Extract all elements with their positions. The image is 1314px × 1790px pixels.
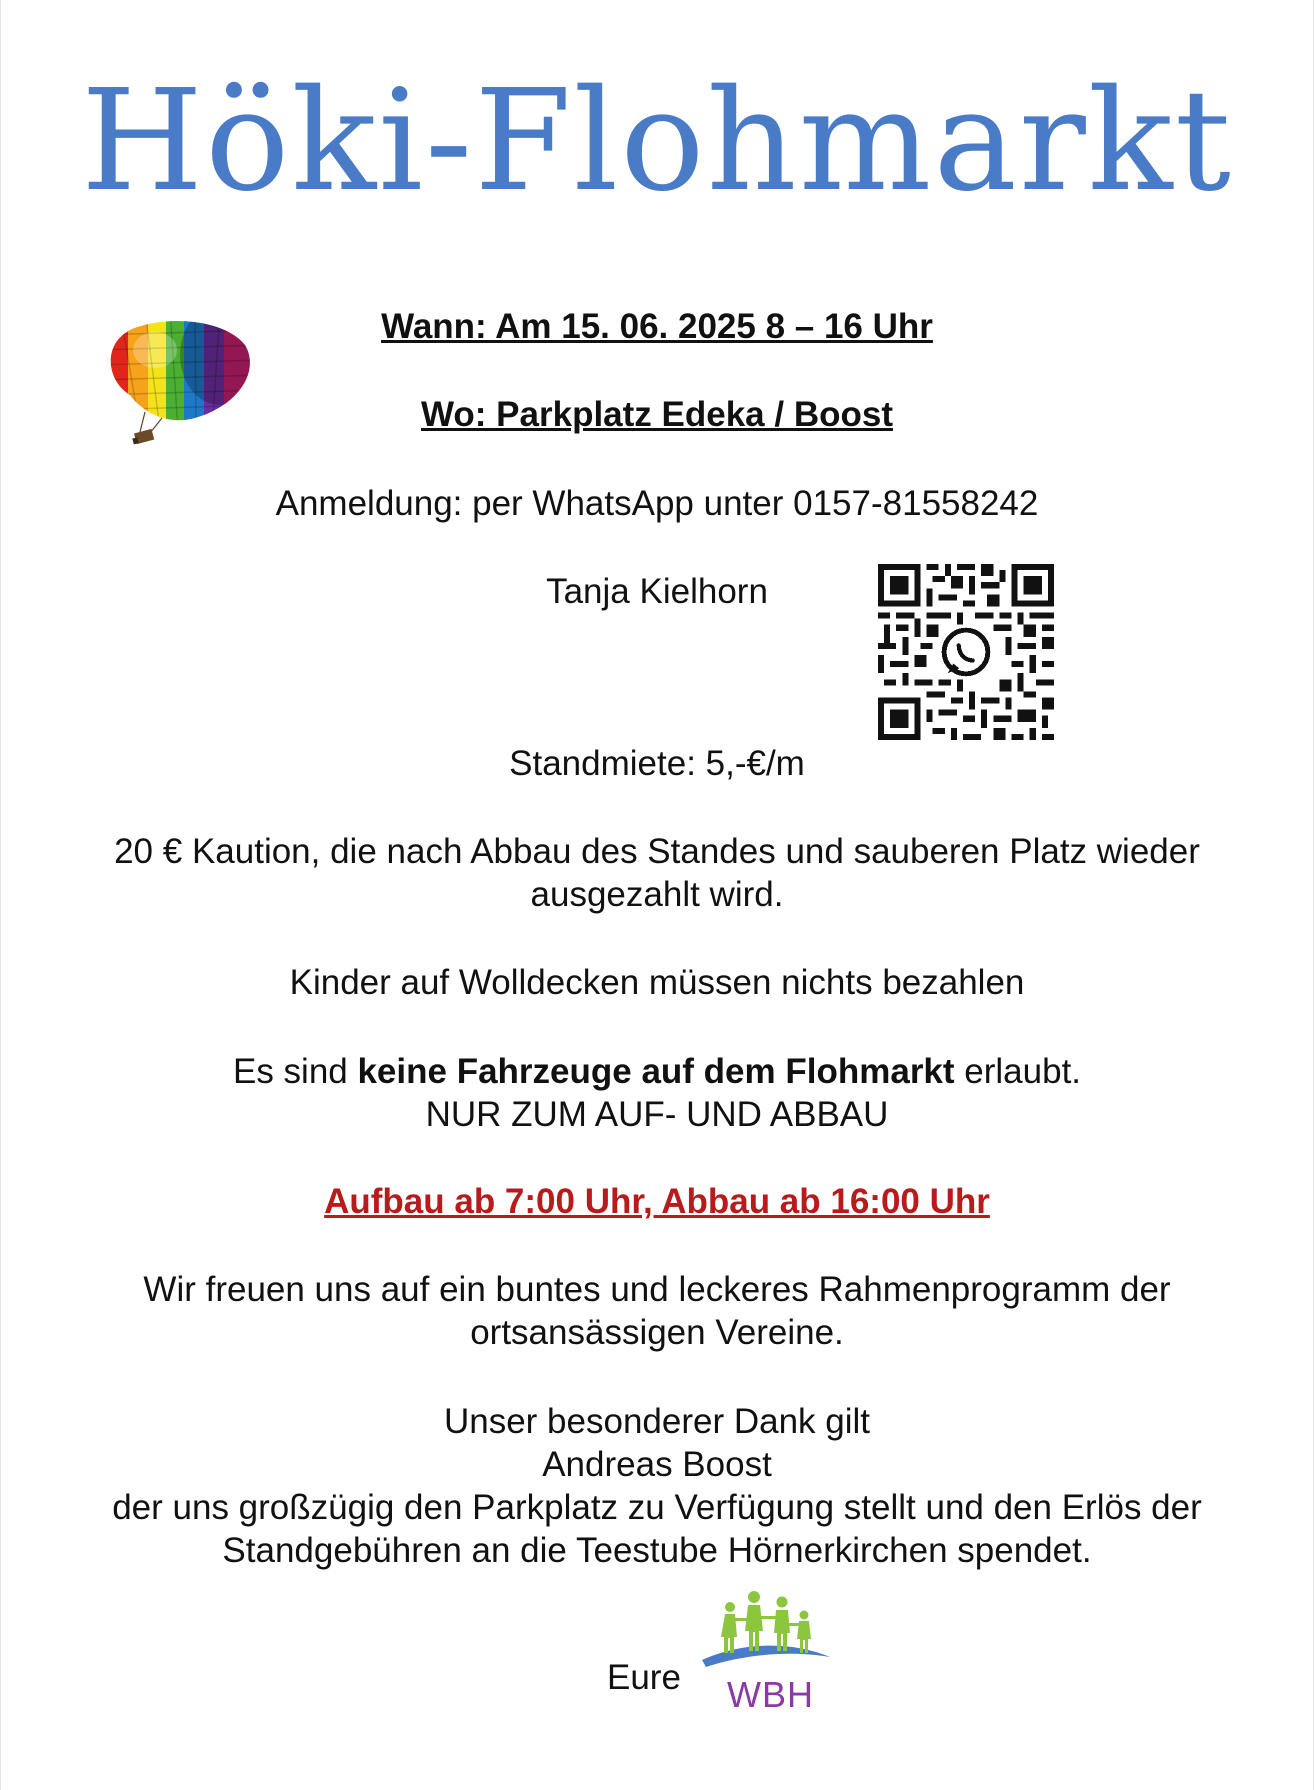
program-line-1: Wir freuen uns auf ein buntes und leckeres Rahmenprogramm der: [143, 1270, 1171, 1309]
registration-text: Anmeldung: per WhatsApp unter 0157-81558242: [275, 484, 1039, 523]
signoff: Eure: [607, 1658, 681, 1697]
deposit-line-1: 20 € Kaution, die nach Abbau des Standes und sauberen Platz wieder: [114, 832, 1200, 871]
vehicles-note: [60, 1050, 1254, 1093]
thanks-name: Andreas Boost: [542, 1445, 772, 1484]
deposit-line-2: ausgezahlt wird.: [530, 875, 784, 914]
program-line-2: ortsansässigen Vereine.: [470, 1313, 844, 1352]
vehicles-prefix: Es sind: [232, 1052, 358, 1091]
whatsapp-qr-code: [878, 564, 1054, 740]
thanks-line-1: Unser besonderer Dank gilt: [443, 1402, 871, 1441]
wbh-logo-text: WBH: [727, 1674, 814, 1715]
contact-name: Tanja Kielhorn: [546, 572, 768, 611]
page-edge-left: [0, 0, 1, 1790]
vehicles-note-line-2: NUR ZUM AUF- UND ABBAU: [425, 1095, 889, 1134]
where-heading: Wo: Parkplatz Edeka / Boost: [421, 395, 893, 434]
kids-note: Kinder auf Wolldecken müssen nichts bezahlen: [289, 963, 1025, 1002]
vehicles-suffix: erlaubt.: [954, 1052, 1082, 1091]
vehicles-bold: keine Fahrzeuge auf dem Flohmarkt: [357, 1052, 955, 1091]
thanks-line-4: Standgebühren an die Teestube Hörnerkirchen spendet.: [222, 1531, 1092, 1570]
poster-title: Höki-Flohmarkt: [81, 60, 1233, 223]
stand-fee: Standmiete: 5,-€/m: [509, 744, 805, 783]
setup-times: Aufbau ab 7:00 Uhr, Abbau ab 16:00 Uhr: [324, 1182, 990, 1221]
thanks-line-3: der uns großzügig den Parkplatz zu Verfügung stellt und den Erlös der: [112, 1488, 1202, 1527]
when-heading: Wann: Am 15. 06. 2025 8 – 16 Uhr: [381, 307, 933, 346]
